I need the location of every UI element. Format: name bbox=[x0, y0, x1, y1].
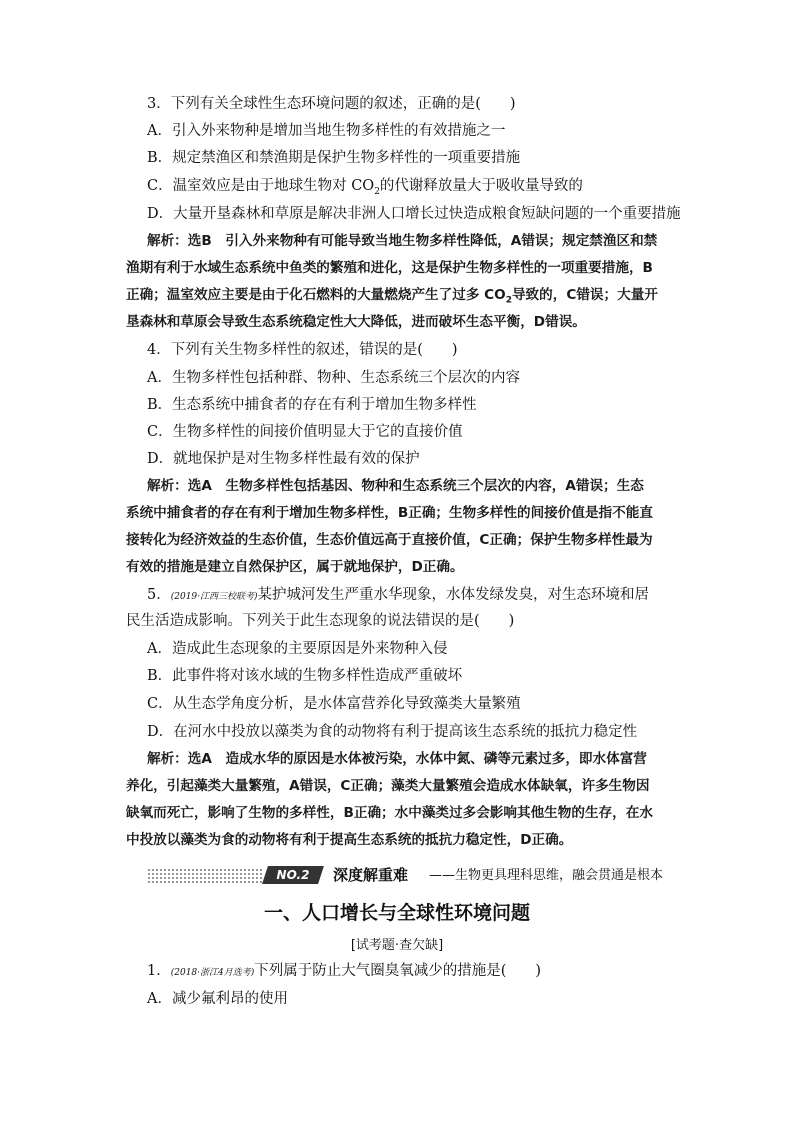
banner-badge-label: NO.2 bbox=[276, 868, 310, 882]
q5-number: 5． bbox=[147, 587, 171, 603]
q3-explanation-3-post: 导致的，C错误；大量开 bbox=[511, 287, 658, 303]
q5-explanation-4: 中投放以藻类为食的动物将有利于提高生态系统的抵抗力稳定性，D正确。 bbox=[126, 832, 573, 848]
q3-explanation-3 bbox=[126, 285, 658, 311]
q4-option-c: C．生物多样性的间接价值明显大于它的直接价值 bbox=[147, 424, 463, 440]
q5-explanation-1: 解析：选A 造成水华的原因是水体被污染，水体中氮、磷等元素过多，即水体富营 bbox=[147, 751, 647, 767]
banner-subtitle: ——生物更具理科思维，融会贯通是根本 bbox=[429, 868, 664, 883]
banner-dot-pattern bbox=[147, 868, 262, 884]
q3-option-d: D．大量开垦森林和草原是解决非洲人口增长过快造成粮食短缺问题的一个重要措施 bbox=[147, 206, 681, 222]
q4-explanation-3: 接转化为经济效益的生态价值，生态价值远高于直接价值，C正确；保护生物多样性最为 bbox=[126, 532, 653, 548]
q3-stem: 3．下列有关全球性生态环境问题的叙述，正确的是( ) bbox=[147, 96, 516, 112]
q5-option-b: B．此事件将对该水域的生物多样性造成严重破坏 bbox=[147, 668, 463, 684]
q3-option-a: A．引入外来物种是增加当地生物多样性的有效措施之一 bbox=[147, 123, 506, 139]
q5-stem-line-1 bbox=[147, 585, 649, 607]
q1-option-a: A．减少氟利昂的使用 bbox=[147, 991, 288, 1007]
q1-number: 1． bbox=[147, 963, 171, 979]
section-title: 一、人口增长与全球性环境问题 bbox=[263, 902, 530, 924]
q4-stem: 4．下列有关生物多样性的叙述，错误的是( ) bbox=[147, 342, 458, 358]
banner-badge bbox=[262, 866, 324, 884]
q1-source: (2018·浙江4月选考) bbox=[170, 968, 255, 978]
q3-option-c-pre: C．温室效应是由于地球生物对 CO bbox=[147, 178, 375, 194]
q4-explanation-1: 解析：选A 生物多样性包括基因、物种和生态系统三个层次的内容，A错误；生态 bbox=[147, 478, 644, 494]
q5-option-c: C．从生态学角度分析，是水体富营养化导致藻类大量繁殖 bbox=[147, 696, 521, 712]
q5-stem-1: 某护城河发生严重水华现象，水体发绿发臭，对生态环境和居 bbox=[257, 587, 650, 603]
q3-option-b: B．规定禁渔区和禁渔期是保护生物多样性的一项重要措施 bbox=[147, 150, 521, 166]
q3-explanation-3-sub: 2 bbox=[505, 295, 512, 306]
q3-explanation-1: 解析：选B 引入外来物种有可能导致当地生物多样性降低，A错误；规定禁渔区和禁 bbox=[147, 233, 658, 249]
q3-option-c-sub: 2 bbox=[374, 186, 380, 197]
q4-option-a: A．生物多样性包括种群、物种、生态系统三个层次的内容 bbox=[147, 370, 520, 386]
section-subtitle: [试考题·查欠缺] bbox=[350, 938, 444, 953]
q5-option-d: D．在河水中投放以藻类为食的动物将有利于提高该生态系统的抵抗力稳定性 bbox=[147, 724, 638, 740]
q3-explanation-3-pre: 正确；温室效应主要是由于化石燃料的大量燃烧产生了过多 CO bbox=[126, 287, 506, 303]
q5-source: (2019·江西三校联考) bbox=[170, 592, 258, 602]
section-banner bbox=[147, 865, 687, 887]
q3-option-c-post: 的代谢释放量大于吸收量导致的 bbox=[379, 178, 583, 194]
q5-option-a: A．造成此生态现象的主要原因是外来物种入侵 bbox=[147, 641, 448, 657]
q1-stem bbox=[147, 961, 541, 983]
q3-option-c bbox=[147, 176, 583, 202]
q5-stem-line-2: 民生活造成影响。下列关于此生态现象的说法错误的是( ) bbox=[126, 613, 515, 629]
q4-option-b: B．生态系统中捕食者的存在有利于增加生物多样性 bbox=[147, 397, 477, 413]
q5-explanation-2: 养化，引起藻类大量繁殖，A错误，C正确；藻类大量繁殖会造成水体缺氧，许多生物因 bbox=[126, 778, 650, 794]
q4-option-d: D．就地保护是对生物多样性最有效的保护 bbox=[147, 451, 420, 467]
q3-explanation-4: 垦森林和草原会导致生态系统稳定性大大降低，进而破坏生态平衡，D错误。 bbox=[126, 314, 586, 330]
q4-explanation-4: 有效的措施是建立自然保护区，属于就地保护，D正确。 bbox=[126, 559, 464, 575]
q5-explanation-3: 缺氧而死亡，影响了生物的多样性，B正确；水中藻类过多会影响其他生物的生存，在水 bbox=[126, 805, 653, 821]
q4-explanation-2: 系统中捕食者的存在有利于增加生物多样性，B正确；生物多样性的间接价值是指不能直 bbox=[126, 505, 653, 521]
q3-explanation-2: 渔期有利于水域生态系统中鱼类的繁殖和进化，这是保护生物多样性的一项重要措施，B bbox=[126, 260, 653, 276]
q1-stem-text: 下列属于防止大气圈臭氧减少的措施是( ) bbox=[254, 963, 542, 979]
banner-title: 深度解重难 bbox=[333, 866, 409, 884]
